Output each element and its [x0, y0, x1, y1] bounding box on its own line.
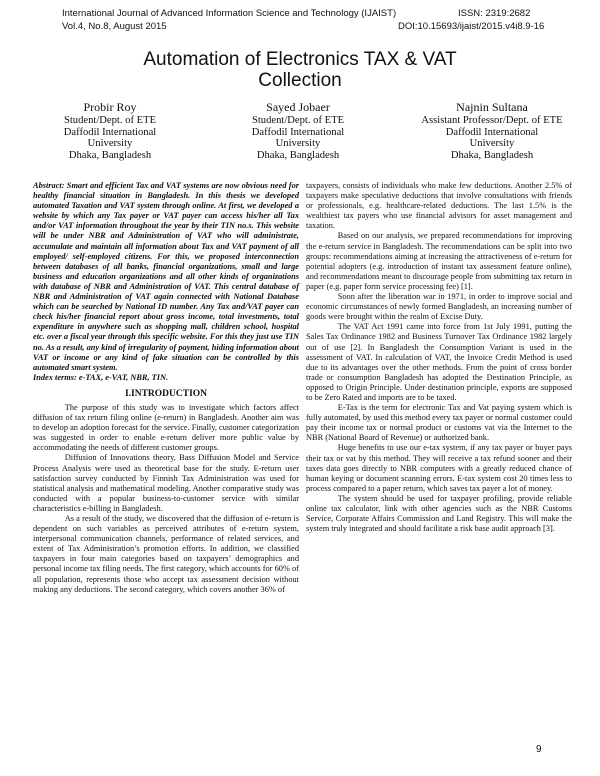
page-number: 9: [536, 744, 542, 755]
author-role: Student/Dept. of ETE: [63, 115, 157, 126]
abstract: Abstract: Smart and efficient Tax and VAT systems are now obvious need for healthy financial situation in Bangladesh. In this thesis we developed automated Taxation and VAT system through online. At first, we developed a website by which any Tax payer or VAT payer can access his/her all Tax and/or VAT information throughout the year by their TIN no.s. This website will be under NBR and Administration of VAT who will administrate, accumulate and maintain all information about Tax and VAT payment of all employed/ self-employed citizens. For this, we proposed interconnection between databases of all banks, financial organizations, small and large business and education organizations and all other kinds of organizations with database of NBR and Administration of VAT. This central database of NBR and Administration of VAT again connected with National Database which can be searched by National ID number. Any Tax and/VAT payer can check his/her financial report about gross income, total investments, total expenditure in anywhere such as shopping mall, children school, hospital etc. over a fiscal year through this specific website. For this they just use TIN no. As a result, any kind of irregularity of payment, hiding information about VAT or income or any kind of fake situation can be controlled by this automated smart system.: [33, 181, 299, 372]
doi: DOI:10.15693/ijaist/2015.v4i8.9-16: [398, 21, 545, 32]
author-block-3: [404, 101, 580, 161]
author-institution: Daffodil International: [63, 126, 157, 138]
body-paragraph: As a result of the study, we discovered that the diffusion of e-return is dependent on such variables as perceived attributes of e-return system, interpersonal communication channels, performance of related services, and extent of Tax Administration’s promotion efforts. In addition, we classified taxpayers in four main categories based on taxpayers’ demographics and personal income tax filing needs. The first category, which accounts for 60% of all population, represents those who accept tax assessment decision without making any deductions. The second category, which covers another 36% of: [33, 514, 299, 594]
issn: ISSN: 2319:2682: [458, 8, 531, 19]
author-role: Assistant Professor/Dept. of ETE: [421, 115, 563, 126]
author-institution: University: [275, 138, 321, 150]
author-institution: Daffodil International: [251, 126, 345, 138]
paper-title: [60, 49, 540, 91]
body-paragraph: taxpayers, consists of individuals who make few deductions. Another 2.5% of taxpayers make speculative deductions that involve consultations with friends or professionals, e.g. healthcare-related deductions. The last 1.5% is the wealthiest tax payers who use financial advisors for asset management and taxation.: [306, 181, 572, 231]
author-institution: University: [469, 138, 515, 150]
author-city: Dhaka, Bangladesh: [450, 149, 534, 161]
author-city: Dhaka, Bangladesh: [256, 149, 340, 161]
author-block-1: [30, 101, 190, 161]
author-role: Student/Dept. of ETE: [251, 115, 345, 126]
body-paragraph: Based on our analysis, we prepared recommendations for improving the e-return service in Bangladesh. The recommendations can be split into two groups: recommendations aiming at increasing the attractiveness of e-return for potential adopters (e.g. introduction of instant tax assessment feature online), and recommendations meant to discourage people from submitting tax return in paper (e.g. paper form service processing fee) [1].: [306, 231, 573, 291]
section-heading-introduction: I.INTRODUCTION: [124, 388, 208, 399]
body-paragraph: Diffusion of Innovations theory, Bass Diffusion Model and Service Process Analysis were used as theoretical base for the study. E-return user satisfaction survey conducted by Finnish Tax Administration was used for statistical analysis and mathematical modeling. Another comparative study was conducted with a popular business-to-customer service with similar characteristics e-billing in Bangladesh.: [33, 453, 299, 513]
journal-name: International Journal of Advanced Information Science and Technology (IJAIST): [62, 8, 397, 19]
body-paragraph: Soon after the liberation war in 1971, in order to improve social and economic circumstances of newly formed Bangladesh, an increasing number of goods were brought within the realm of Excise Duty.: [306, 292, 572, 322]
index-terms: Index terms: e-TAX, e-VAT, NBR, TIN.: [33, 372, 169, 382]
author-city: Dhaka, Bangladesh: [68, 149, 152, 161]
volume-info: Vol.4, No.8, August 2015: [62, 21, 167, 32]
title-line-1: Automation of Electronics TAX & VAT: [143, 49, 457, 70]
author-block-2: [218, 101, 378, 161]
author-name: Sayed Jobaer: [266, 100, 330, 114]
body-paragraph: The VAT Act 1991 came into force from 1st July 1991, putting the Sales Tax Ordinance 1982 and Business Turnover Tax Ordinance 1982 largely out of use [2]. In Bangladesh the Consumption Variant is used in the assessment of VAT. In calculation of VAT, the Invoice Credit Method is used due to its advantages over the other methods. From the point of cross border trade or consumption Bangladesh has adopted the Destination Principle, as opposed to Origin Principle. Under destination principle, exports are supposed to be Zero Rated and imports are to be taxed.: [306, 322, 572, 402]
author-institution: University: [87, 138, 133, 150]
title-line-2: Collection: [258, 70, 342, 91]
author-name: Najnin Sultana: [456, 100, 528, 114]
right-column: [306, 181, 572, 534]
body-paragraph: The system should be used for taxpayer profiling, provide reliable online tax calculator, link with other agencies such as the NBR Customs Service, Corporate Affairs Commission and Land Registry. This will make the system truly integrated and should facilitate a risk base audit approach [3].: [306, 493, 572, 534]
body-paragraph: The purpose of this study was to investigate which factors affect diffusion of tax return filing online (e-return) in Bangladesh. Another aim was to develop an adoption forecast for the service. Finally, customer categorization was suggested in order to enable e-return deliver more public value by accommodating the needs of different customer groups.: [33, 402, 299, 453]
body-paragraph: E-Tax is the term for electronic Tax and Vat paying system which is fully automated, by used this method every tax payer or normal customer could pay their income tax or normal product or customs vat via the Internet to the NBR (National Board of Revenue) or authorized bank.: [306, 403, 572, 443]
author-name: Probir Roy: [83, 100, 137, 114]
body-paragraph: Huge benefits to use our e-tax system, if any tax payer or buyer pays their tax or vat by this method. They will receive a tax refund sooner and their taxes data goes directly to NBR computers with a greatly reduced chance of human keying or document scanning errors. E-tax system cost 20 times less to process compared to a paper return, which saves tax payer a lot of money.: [306, 443, 572, 493]
left-column: [33, 181, 299, 595]
author-institution: Daffodil International: [445, 126, 539, 138]
